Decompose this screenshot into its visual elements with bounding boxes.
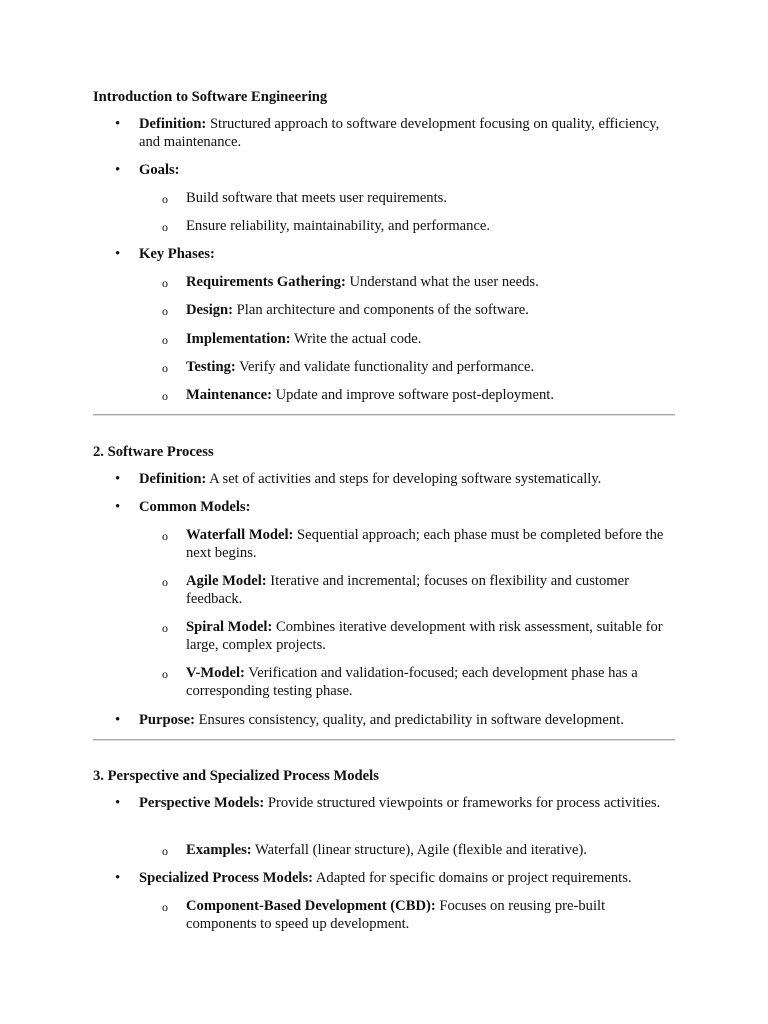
- sub-marker: o: [162, 844, 168, 858]
- sub-item-model: [162, 526, 676, 562]
- list-item-common-models: [115, 498, 675, 516]
- sub-marker: o: [162, 529, 168, 543]
- list-item-goals: [115, 161, 675, 179]
- list-item-definition: [115, 470, 675, 488]
- sub-marker: o: [162, 304, 168, 318]
- sub-item-goal: [162, 189, 676, 207]
- bullet-marker: •: [115, 870, 121, 886]
- item-label: Common Models:: [139, 499, 251, 515]
- item-text: Update and improve software post-deployment.: [271, 387, 555, 403]
- item-label: Perspective Models:: [139, 795, 265, 811]
- list-item-key-phases: [115, 245, 675, 263]
- item-text: Combines iterative development with risk assessment, suitable for large, complex projects.: [186, 619, 663, 653]
- item-text: Verify and validate functionality and performance.: [235, 359, 535, 375]
- item-text: Ensures consistency, quality, and predictability in software development.: [194, 712, 624, 728]
- item-label: Key Phases:: [139, 246, 215, 262]
- section-heading: Introduction to Software Engineering: [93, 89, 328, 105]
- horizontal-divider: [93, 739, 675, 741]
- sub-item-phase: [162, 358, 676, 376]
- sub-marker: o: [162, 389, 168, 403]
- sub-item-goal: [162, 217, 676, 235]
- bullet-marker: •: [115, 499, 121, 515]
- list-item-perspective-models: [115, 794, 675, 812]
- sub-marker: o: [162, 276, 168, 290]
- bullet-marker: •: [115, 795, 121, 811]
- item-text: Structured approach to software development focusing on quality, efficiency, and maintenance.: [139, 116, 660, 150]
- item-label: Component-Based Development (CBD):: [186, 898, 436, 914]
- sub-item-phase: [162, 301, 676, 319]
- item-text: Waterfall (linear structure), Agile (flexible and iterative).: [251, 842, 587, 858]
- item-label: Definition:: [139, 116, 207, 132]
- sub-item-model: [162, 664, 676, 700]
- bullet-marker: •: [115, 116, 121, 132]
- item-label: V-Model:: [186, 665, 245, 681]
- item-text: Iterative and incremental; focuses on flexibility and customer feedback.: [186, 573, 629, 607]
- item-text: Verification and validation-focused; each development phase has a corresponding testing phase.: [186, 665, 638, 699]
- item-text: Sequential approach; each phase must be completed before the next begins.: [186, 527, 664, 561]
- sub-item-cbd: [162, 897, 676, 933]
- sub-item-model: [162, 618, 676, 654]
- item-text: Focuses on reusing pre-built components to speed up development.: [186, 898, 606, 932]
- bullet-marker: •: [115, 246, 121, 262]
- sub-marker: o: [162, 361, 168, 375]
- item-label: Design:: [186, 302, 234, 318]
- item-label: Implementation:: [186, 331, 291, 347]
- item-text: Build software that meets user requirements.: [186, 190, 447, 206]
- list-item-specialized-models: [115, 869, 675, 887]
- sub-item-phase: [162, 386, 676, 404]
- item-text: Write the actual code.: [290, 331, 422, 347]
- item-label: Specialized Process Models:: [139, 870, 314, 886]
- sub-marker: o: [162, 333, 168, 347]
- sub-marker: o: [162, 900, 168, 914]
- item-label: Goals:: [139, 162, 180, 178]
- sub-item-examples: [162, 841, 676, 859]
- item-label: Waterfall Model:: [186, 527, 294, 543]
- bullet-marker: •: [115, 712, 121, 728]
- sub-marker: o: [162, 220, 168, 234]
- section-heading: 3. Perspective and Specialized Process Models: [93, 768, 379, 784]
- item-label: Examples:: [186, 842, 252, 858]
- item-label: Testing:: [186, 359, 236, 375]
- horizontal-divider: [93, 414, 675, 416]
- sub-item-phase: [162, 330, 676, 348]
- item-text: Adapted for specific domains or project requirements.: [313, 870, 632, 886]
- sub-item-phase: [162, 273, 676, 291]
- item-label: Agile Model:: [186, 573, 267, 589]
- item-text: Provide structured viewpoints or frameworks for process activities.: [264, 795, 661, 811]
- item-text: Ensure reliability, maintainability, and performance.: [186, 218, 491, 234]
- sub-marker: o: [162, 621, 168, 635]
- item-label: Maintenance:: [186, 387, 272, 403]
- item-label: Purpose:: [139, 712, 195, 728]
- sub-marker: o: [162, 575, 168, 589]
- list-item-definition: [115, 115, 675, 151]
- sub-marker: o: [162, 667, 168, 681]
- item-text: Understand what the user needs.: [345, 274, 539, 290]
- item-text: Plan architecture and components of the software.: [233, 302, 529, 318]
- bullet-marker: •: [115, 162, 121, 178]
- sub-marker: o: [162, 192, 168, 206]
- list-item-purpose: [115, 711, 675, 729]
- section-heading: 2. Software Process: [93, 444, 214, 460]
- bullet-marker: •: [115, 471, 121, 487]
- sub-item-model: [162, 572, 676, 608]
- item-label: Requirements Gathering:: [186, 274, 346, 290]
- item-label: Spiral Model:: [186, 619, 273, 635]
- item-label: Definition:: [139, 471, 207, 487]
- item-text: A set of activities and steps for developing software systematically.: [206, 471, 602, 487]
